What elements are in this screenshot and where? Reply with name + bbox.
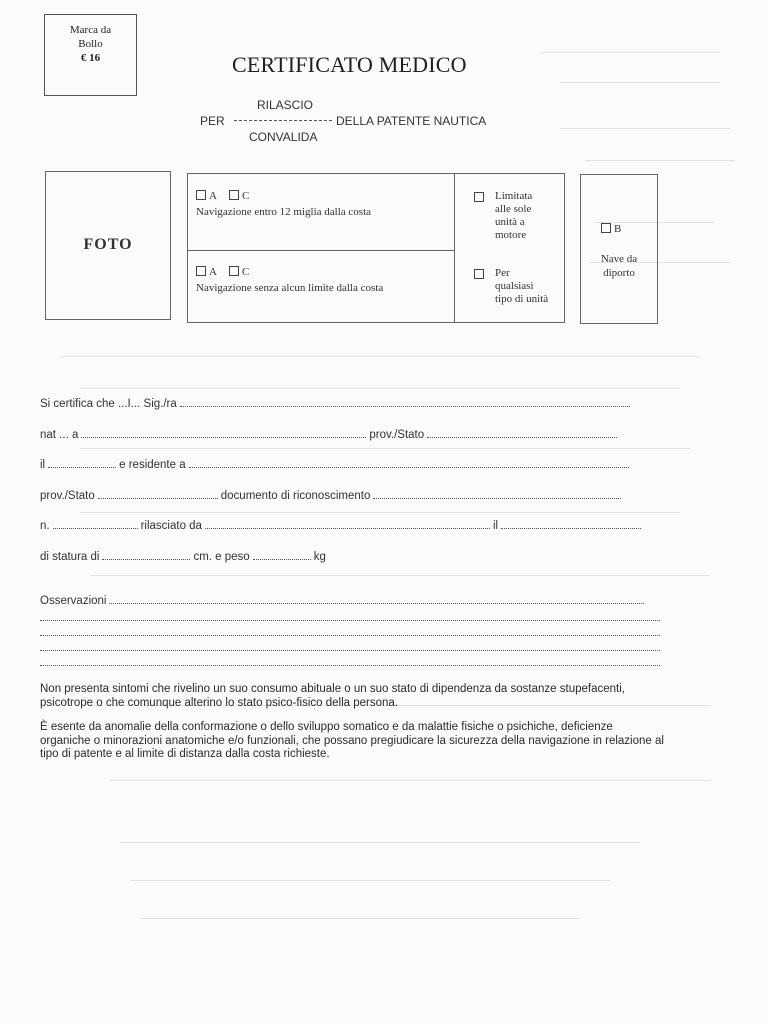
- il-label: il: [40, 459, 46, 471]
- navigation-category-table: [187, 173, 565, 323]
- form-row-stature: [40, 550, 326, 563]
- row1-options: [196, 190, 249, 202]
- limitata-line-1: Limitata: [495, 190, 533, 202]
- nave-da-diporto-box: [580, 174, 658, 324]
- show-through-line: [560, 128, 730, 129]
- per-label: PER: [200, 114, 225, 128]
- show-through-line: [540, 52, 720, 53]
- qualsiasi-line-3: tipo di unità: [495, 293, 549, 305]
- checkbox-c-12-miles[interactable]: [229, 190, 239, 200]
- cm-peso-label: cm. e peso: [193, 551, 250, 563]
- il-label: il: [492, 520, 499, 532]
- observations-line[interactable]: [40, 664, 660, 666]
- checkbox-a-12-miles[interactable]: [196, 190, 206, 200]
- si-certifica-label: Si certifica che ...I... Sig./ra: [40, 398, 177, 410]
- navigation-12-miles-description: Navigazione entro 12 miglia dalla costa: [196, 206, 372, 218]
- statement-no-substances: Non presenta sintomi che rivelino un suo consumo abituale o un suo stato di dipendenza da sostanze stupefacenti, psicotrope o che comunque alterino lo stato psico-fisico della persona.: [40, 683, 625, 709]
- observations-line[interactable]: [40, 619, 660, 621]
- limitata-line-3: unità a: [495, 216, 525, 228]
- numero-label: n.: [40, 520, 50, 532]
- prov-stato-label: prov./Stato: [369, 429, 425, 441]
- checkbox-b[interactable]: [601, 223, 611, 233]
- purpose-separator-line: [234, 120, 332, 121]
- license-purpose-block: [200, 98, 520, 148]
- show-through-line: [110, 780, 710, 781]
- form-row-issued: [40, 519, 644, 532]
- option-a-label: A: [209, 266, 217, 278]
- photo-label: FOTO: [83, 236, 133, 253]
- limitata-motore-label: [495, 190, 532, 242]
- birth-province-field[interactable]: [427, 428, 617, 438]
- prov-stato-label: prov./Stato: [40, 490, 95, 502]
- form-row-document: [40, 489, 624, 502]
- option-c-label: C: [241, 190, 250, 202]
- option-a-label: A: [209, 190, 217, 202]
- birthplace-field[interactable]: [81, 428, 366, 438]
- per-qualsiasi-label: [495, 267, 548, 306]
- form-row-observations: [40, 594, 647, 607]
- table-horizontal-divider: [188, 250, 454, 251]
- observations-field[interactable]: [109, 594, 644, 604]
- option-b-row: [601, 223, 621, 235]
- statura-label: di statura di: [40, 551, 100, 563]
- checkbox-c-unlimited[interactable]: [229, 266, 239, 276]
- della-patente-label: DELLA PATENTE NAUTICA: [336, 114, 487, 128]
- document-number-field[interactable]: [53, 519, 138, 529]
- stamp-line-2: Bollo: [78, 38, 103, 50]
- nave-line-1: Nave da: [600, 253, 638, 265]
- nat-a-label: nat ... a: [40, 429, 79, 441]
- weight-field[interactable]: [253, 550, 311, 560]
- show-through-line: [80, 512, 680, 513]
- show-through-line: [585, 160, 735, 161]
- convalida-label: CONVALIDA: [249, 130, 318, 144]
- show-through-line: [60, 356, 700, 357]
- documento-label: documento di riconoscimento: [220, 490, 371, 502]
- birthdate-field[interactable]: [48, 458, 116, 468]
- show-through-line: [120, 842, 640, 843]
- show-through-line: [560, 82, 720, 83]
- option-b-label: B: [614, 223, 622, 235]
- show-through-line: [90, 575, 710, 576]
- rilasciato-da-label: rilasciato da: [140, 520, 202, 532]
- nave-diporto-label: [581, 252, 657, 280]
- revenue-stamp-box: [44, 14, 137, 96]
- issue-date-field[interactable]: [501, 519, 641, 529]
- show-through-line: [140, 918, 580, 919]
- nave-line-2: diporto: [603, 267, 635, 279]
- show-through-line: [80, 448, 690, 449]
- navigation-unlimited-description: Navigazione senza alcun limite dalla costa: [196, 282, 384, 294]
- limitata-line-2: alle sole: [495, 203, 532, 215]
- form-row-residence: [40, 458, 632, 471]
- osservazioni-label: Osservazioni: [40, 595, 107, 607]
- rilascio-label: RILASCIO: [257, 98, 314, 112]
- observations-line[interactable]: [40, 649, 660, 651]
- height-field[interactable]: [102, 550, 190, 560]
- checkbox-a-unlimited[interactable]: [196, 266, 206, 276]
- limitata-line-4: motore: [495, 229, 527, 241]
- stamp-amount: € 16: [80, 52, 101, 64]
- page-title: CERTIFICATO MEDICO: [232, 52, 467, 77]
- residence-province-field[interactable]: [98, 489, 218, 499]
- name-field[interactable]: [180, 397, 630, 407]
- table-vertical-divider: [454, 174, 455, 322]
- show-through-line: [130, 880, 610, 881]
- show-through-line: [80, 388, 680, 389]
- stamp-line-1: Marca da: [69, 24, 112, 36]
- issued-by-field[interactable]: [205, 519, 490, 529]
- checkbox-limitata[interactable]: [474, 192, 484, 202]
- qualsiasi-line-2: qualsiasi: [495, 280, 534, 292]
- photo-box[interactable]: [45, 171, 171, 320]
- kg-label: kg: [313, 551, 326, 563]
- row2-options: [196, 266, 249, 278]
- checkbox-per-qualsiasi[interactable]: [474, 269, 484, 279]
- residente-label: e residente a: [119, 459, 186, 471]
- option-c-label: C: [241, 266, 250, 278]
- form-row-birthplace: [40, 428, 620, 441]
- document-field[interactable]: [373, 489, 621, 499]
- observations-line[interactable]: [40, 634, 660, 636]
- statement-no-anomalies: È esente da anomalie della conformazione o dello sviluppo somatico e da malattie fisiche o psichiche, deficienze organiche o minorazioni anatomiche e/o funzionali, che possano pregiudicare la sicurezza della navigazione in relazione al tipo di patente e al limite di distanza dalla costa richieste.: [40, 721, 664, 760]
- qualsiasi-line-1: Per: [495, 267, 510, 279]
- residence-field[interactable]: [189, 458, 629, 468]
- form-row-name: [40, 397, 633, 410]
